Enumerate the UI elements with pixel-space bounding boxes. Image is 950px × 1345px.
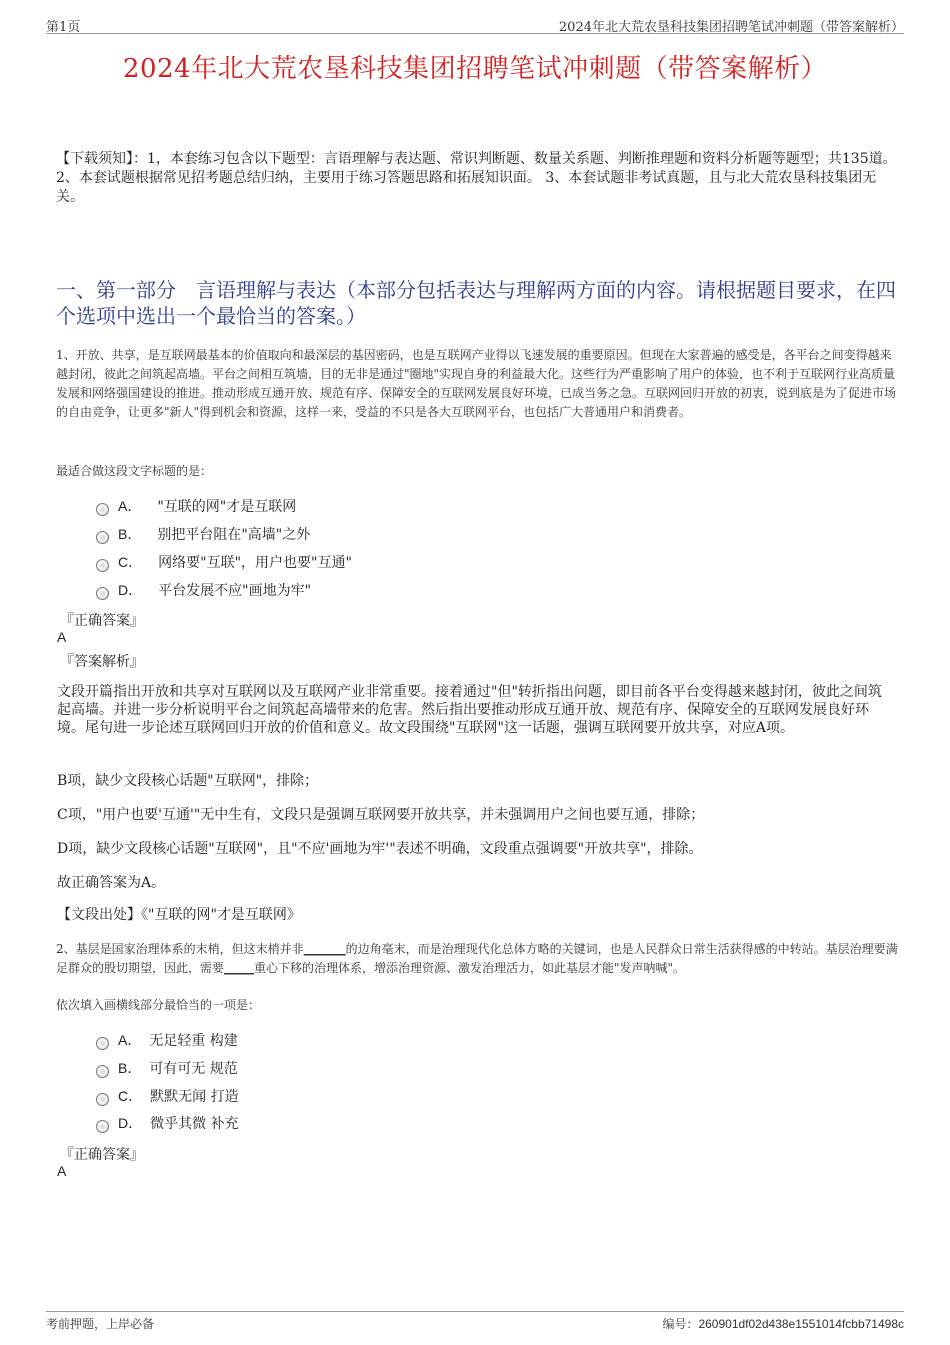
correct-answer-value: A [57, 629, 67, 645]
passage-source: 【文段出处】《"互联的网"才是互联网》 [57, 907, 301, 923]
option-letter: C． [118, 1088, 143, 1104]
question-2-text [56, 940, 902, 978]
analysis-paragraph: 文段开篇指出开放和共享对互联网以及互联网产业非常重要。接着通过"但"转折指出问题，即目前各平台变得越来越封闭，彼此之间筑起高墙。并进一步分析说明平台之间筑起高墙带来的危害。然后指出要推动形成互通开放、规范有序、保障安全的互联网发展良好环境。尾句进一步论述互联网回归开放的价值和意义。故文段围绕"互联网"这一话题，强调互联网要开放共享，对应A项。 [57, 684, 882, 736]
radio-icon[interactable] [96, 559, 109, 572]
footer-slogan: 考前押题，上岸必备 [46, 1317, 155, 1331]
question-2-option-c[interactable] [96, 1086, 239, 1106]
question-2-text-part: 2、基层是国家治理体系的末梢，但这末梢并非 [56, 942, 304, 956]
fill-blank-1: _______ [303, 942, 346, 956]
analysis-option-d: D项，缺少文段核心话题"互联网"，且"不应'画地为牢'"表述不明确，文段重点强调要"开放共享"，排除。 [57, 841, 703, 857]
doc-id-label: 编号： [662, 1317, 699, 1331]
option-text: 平台发展不应"画地为牢" [158, 583, 312, 599]
analysis-label: 『答案解析』 [60, 654, 144, 670]
radio-icon[interactable] [96, 531, 109, 544]
footer-doc-id [662, 1315, 904, 1332]
radio-icon[interactable] [96, 1037, 109, 1050]
option-letter: D． [118, 1115, 143, 1131]
footer-divider [46, 1311, 904, 1312]
question-2-option-b[interactable] [96, 1058, 238, 1078]
option-letter: A． [118, 498, 142, 514]
analysis-option-b: B项，缺少文段核心话题"互联网"，排除； [57, 773, 319, 789]
option-letter: B． [118, 1060, 142, 1076]
question-1-option-a[interactable] [96, 496, 296, 516]
header-doc-title: 2024年北大荒农垦科技集团招聘笔试冲刺题（带答案解析） [558, 20, 904, 35]
question-1-option-d[interactable] [96, 580, 311, 600]
fill-blank-2: _____ [224, 961, 255, 975]
option-letter: D． [118, 582, 143, 598]
question-2-text-part: 的边角毫末，而是治理现代化总体方略的关键词，也是人民群众日常生活获得感的中转站。基层治理要满足群众的殷切期望，因此，需要 [56, 942, 898, 975]
option-text: 微乎其微 补充 [150, 1116, 239, 1132]
page-number: 第1页 [46, 20, 81, 35]
radio-icon[interactable] [96, 1120, 109, 1133]
correct-answer-value: A [57, 1163, 67, 1179]
question-2-prompt: 依次填入画横线部分最恰当的一项是： [56, 998, 261, 1012]
radio-icon[interactable] [96, 1065, 109, 1078]
question-2-option-a[interactable] [96, 1030, 238, 1050]
header-divider [46, 33, 904, 34]
option-text: "互联的网"才是互联网 [157, 499, 297, 515]
analysis-option-c: C项，"用户也要'互通'"无中生有，文段只是强调互联网要开放共享，并未强调用户之间也要互通，排除； [57, 807, 705, 823]
page-title: 2024年北大荒农垦科技集团招聘笔试冲刺题（带答案解析） [122, 54, 828, 84]
question-2-option-d[interactable] [96, 1113, 239, 1133]
question-1-option-c[interactable] [96, 552, 352, 572]
radio-icon[interactable] [96, 1093, 109, 1106]
option-letter: C． [118, 554, 143, 570]
download-notice: 【下载须知】：1，本套练习包含以下题型：言语理解与表达题、常识判断题、数量关系题、判断推理题和资料分析题等题型；共135道。 2、本套试题根据常见招考题总结归纳，主要用于练习答题思路和拓展知识面。 3、本套试题非考试真题，且与北大荒农垦科技集团无关。 [56, 151, 897, 205]
correct-answer-label: 『正确答案』 [60, 613, 144, 629]
section-heading: 一、第一部分 言语理解与表达（本部分包括表达与理解两方面的内容。请根据题目要求，在四个选项中选出一个最恰当的答案。） [56, 278, 896, 328]
doc-id-code: 260901df02d438e1551014fcbb71498c [698, 1317, 904, 1331]
radio-icon[interactable] [96, 503, 109, 516]
option-text: 别把平台阻在"高墙"之外 [157, 527, 311, 543]
option-letter: A． [118, 1032, 142, 1048]
radio-icon[interactable] [96, 587, 109, 600]
option-text: 默默无闻 打造 [150, 1089, 239, 1105]
correct-answer-label: 『正确答案』 [60, 1147, 144, 1163]
option-text: 无足轻重 构建 [149, 1033, 238, 1049]
analysis-conclusion: 故正确答案为A。 [57, 875, 166, 891]
question-2-text-part: 重心下移的治理体系，增添治理资源、激发治理活力，如此基层才能"发声呐喊"。 [254, 961, 686, 975]
option-letter: B． [118, 526, 142, 542]
question-1-text: 1、开放、共享，是互联网最基本的价值取向和最深层的基因密码，也是互联网产业得以飞速发展的重要原因。但现在大家普遍的感受是，各平台之间变得越来越封闭，彼此之间筑起高墙。平台之间相互筑墙，目的无非是通过"圈地"实现自身的利益最大化。这些行为严重影响了用户的体验，也不利于互联网行业高质量发展和网络强国建设的推进。推动形成互通开放、规范有序、保障安全的互联网发展良好环境，已成当务之急。互联网回归开放的初衷，说到底是为了促进市场的自由竞争，让更多"新人"得到机会和资源，这样一来，受益的不只是各大互联网平台，也包括广大普通用户和消费者。 [56, 348, 897, 419]
question-1-prompt: 最适合做这段文字标题的是： [56, 464, 213, 478]
option-text: 可有可无 规范 [149, 1061, 238, 1077]
question-1-option-b[interactable] [96, 524, 310, 544]
option-text: 网络要"互联"，用户也要"互通" [158, 555, 352, 571]
